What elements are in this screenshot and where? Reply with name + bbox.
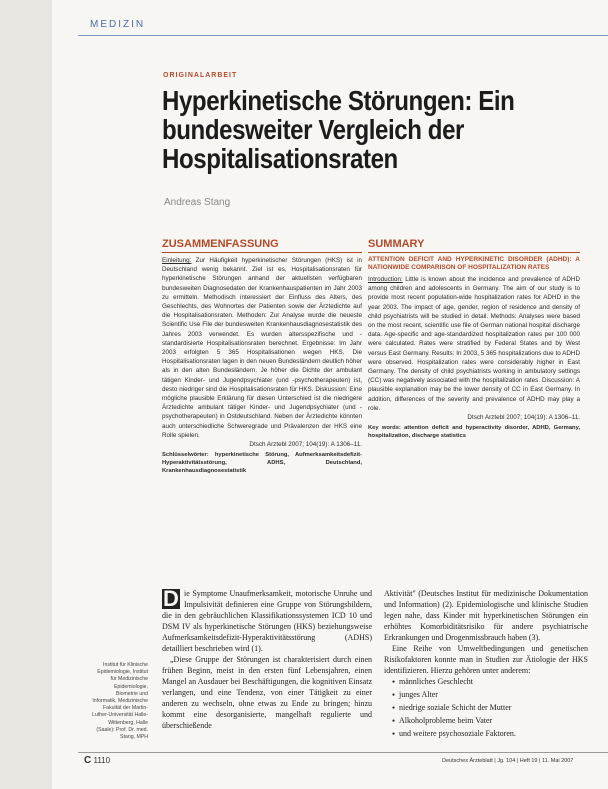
abstract-german-heading: ZUSAMMENFASSUNG — [162, 238, 362, 253]
list-item: ● und weitere psychosoziale Faktoren. — [392, 728, 588, 741]
header-rule — [78, 35, 608, 36]
body-column-left — [162, 588, 372, 731]
article-title: Hyperkinetische Störungen: Ein bundesweiter Vergleich der Hospitalisationsraten — [162, 85, 515, 174]
abstract-german-text — [162, 256, 362, 440]
journal-reference: Deutsches Ärzteblatt | Jg. 104 | Heft 19 | 11. Mai 2007 — [442, 758, 574, 764]
list-item: ● niedrige soziale Schicht der Mutter — [392, 702, 588, 715]
body-right-paragraph-1: Aktivität" (Deutsches Institut für medizinische Dokumentation und Information) (2). Epidemiologische und klinische Studien legen nahe, dass Kinder mit hyperkinetischen Störungen ein erhöhtes Komorbiditätsrisiko für andere psychiatrische Erkrankungen und Drogenmissbrauch haben (3). — [384, 589, 588, 642]
abstract-english-intro-label: Introduction: — [368, 276, 403, 283]
abstract-english-heading: SUMMARY — [368, 238, 580, 253]
abstract-english-text — [368, 275, 580, 413]
page-number-value: 1110 — [93, 756, 111, 765]
abstract-english-keywords: Key words: attention deficit and hyperactivity disorder, ADHD, Germany, hospitalization, discharge statistics — [368, 425, 580, 440]
abstract-german-intro-label: Einleitung: — [162, 257, 192, 264]
abstract-german-citation: Dtsch Arztebl 2007; 104(19): A 1306–11. — [249, 441, 362, 449]
author: Andreas Stang — [164, 197, 231, 208]
list-item: ● männliches Geschlecht — [392, 676, 588, 689]
list-item: ● junges Alter — [392, 689, 588, 702]
body-left-paragraph-2: „Diese Gruppe der Störungen ist charakterisiert durch einen frühen Beginn, meist in den ersten fünf Lebensjahren, einen Mangel an Ausdauer bei Beschäftigungen, die kognitiven Einsatz verlangen, und eine Tendenz, von einer Tätigkeit zu einer anderen zu wechseln, ohne etwas zu Ende zu bringen; hinzu kommt eine desorganisierte, mangelhaft regulierte und überschießende — [162, 655, 372, 730]
body-left-paragraph-1: ie Symptome Unaufmerksamkeit, motorische Unruhe und Impulsivität definieren eine Gruppe von Störungsbildern, die in den gebräuchlichen Klassifikationssystemen ICD 10 und DSM IV als hyperkinetische Störungen (HKS) beziehungsweise Aufmerksamkeitsdefizit-Hyperaktivitätsstörung (ADHS) detailliert beschrieben wird (1). — [162, 589, 372, 653]
page-number — [84, 755, 110, 766]
footer-rule — [78, 752, 608, 753]
abstract-english — [368, 238, 580, 440]
abstract-german-keywords: Schlüsselwörter: hyperkinetische Störung, Aufmerksamkeitsdefizit-Hyperaktivitätsstörung, ADHS, Deutschland, Krankenhausdiagnosestatistik — [162, 452, 362, 475]
body-right-paragraph-2: Eine Reihe von Umweltbedingungen und genetischen Risikofaktoren konnte man in Studien zur Ätiologie der HKS identifizieren. Hierzu gehören unter anderem: — [384, 644, 588, 675]
abstract-english-body: Little is known about the incidence and prevalence of ADHD among children and adolescents in Germany. The aim of our study is to provide most recent population-wide hospitalization rates for ADHD in the year 2003. The impact of age, gender, region of residence and density of child psychiatrists will be studied in detail. Methods: Analyses were based on the most recent, scientific use file of German national hospital discharge data. Age-specific and age-standardized hospitalization rates per 100 000 were calculated. Rates were stratified by Federal States and by West versus East Germany. Results: In 2003, 5 365 hospitalizations due to ADHD were observed. Hospitalization rates were considerably higher in East Germany. The density of child psychiatrists working in ambulatory settings (CC) was negatively associated with the hospitalization rates. Discussion: A plausible explanation may be the lower density of CC in East Germany. In addition, differences of the severity and prevalence of ADHD may play a role. — [368, 276, 580, 412]
drop-cap: D — [163, 586, 179, 611]
body-column-right — [384, 588, 588, 741]
abstract-english-subheading: ATTENTION DEFICIT AND HYPERKINETIC DISORDER (ADHD): A NATIONWIDE COMPARISON OF HOSPITALIZATION RATES — [368, 256, 580, 271]
abstract-german — [162, 238, 362, 475]
abstract-english-citation: Dtsch Arztebl 2007; 104(19): A 1306–11. — [467, 414, 580, 422]
abstract-german-body: Zur Häufigkeit hyperkinetischer Störungen (HKS) ist in Deutschland wenig bekannt. Ziel ist es, Hospitalisationsraten für hyperkinetische Störungen anhand der aktuellsten verfügbaren bundesweiten Diagnosedaten der Krankenhauspatienten im Jahr 2003 zu ermitteln. Methodisch interessiert der Einfluss des Alters, des Geschlechts, des Wohnortes der Patienten sowie der Ärztedichte auf die Hospitalisationsraten. Methoden: Zur Analyse wurde die neueste Scientific Use File der bundesweiten Krankenhausdiagnosestatistik des Jahres 2003 verwendet. Es wurden altersspezifische und -standardisierte Hospitalisationsraten berechnet. Ergebnisse: Im Jahr 2003 erfolgten 5 365 Hospitalisationen wegen HKS. Die Hospitalisationsraten lagen in den neuen Bundesländern deutlich höher als in den alten Bundesländern. Je höher die Dichte der ambulant tätigen Kinder- und Jugendpsychiater (und -psychotherapeuten) ist, desto niedriger sind die Hospitalisationsraten für HKS. Diskussion: Eine mögliche plausible Erklärung für diesen Unterschied ist die niedrigere Ärztedichte ambulant tätiger Kinder- und Jugendpsychiater (und -psychotherapeuten) in Ostdeutschland. Neben der Ärztedichte könnten auch unterschiedliche Schweregrade und Prävalenzen der HKS eine Rolle spielen. — [162, 257, 362, 439]
article-type: ORIGINALARBEIT — [163, 72, 238, 79]
section-label: MEDIZIN — [90, 19, 146, 30]
page-prefix: C — [84, 755, 92, 766]
author-affiliation: Institut für Klinische Epidemiologie, Institut für Medizinische Epidemiologie, Biometrie und Informatik, Medizinische Fakultät der Martin-Luther-Universität Halle-Wittenberg, Halle (Saale): Prof. Dr. med. Stang, MPH — [92, 662, 148, 741]
risk-factor-list — [384, 676, 588, 741]
list-item: ● Alkoholprobleme beim Vater — [392, 715, 588, 728]
